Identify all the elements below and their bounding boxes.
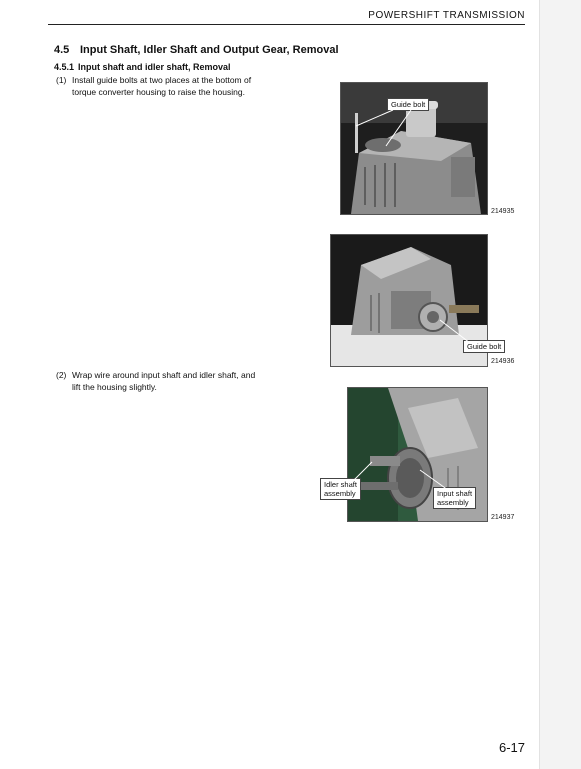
subsection-title: Input shaft and idler shaft, Removal (78, 62, 231, 72)
subsection-heading (54, 62, 231, 72)
page-number: 6-17 (498, 740, 525, 755)
step-text-line: torque converter housing to raise the housing. (72, 87, 245, 97)
callout-idler-shaft (320, 478, 361, 500)
step-text-line: Wrap wire around input shaft and idler shaft, and (72, 370, 256, 380)
figure-number: 214935 (491, 208, 515, 215)
running-header: POWERSHIFT TRANSMISSION (368, 10, 525, 21)
callout-guide-bolt: Guide bolt (387, 98, 429, 111)
header-rule (48, 24, 525, 25)
callout-guide-bolt: Guide bolt (463, 340, 505, 353)
section-heading (54, 44, 339, 56)
figure-number: 214936 (491, 358, 515, 365)
section-number: 4.5 (54, 44, 70, 56)
callout-line: assembly (324, 489, 356, 498)
step-1 (56, 74, 296, 98)
step-text-line: lift the housing slightly. (72, 382, 157, 392)
page-edge-shadow (539, 0, 581, 769)
callout-line: Input shaft (437, 489, 473, 498)
step-number: (1) (56, 75, 67, 85)
callout-input-shaft (433, 487, 476, 509)
subsection-number: 4.5.1 (54, 62, 75, 72)
step-text-line: Install guide bolts at two places at the bottom of (72, 75, 252, 85)
figure-number: 214937 (491, 514, 515, 521)
section-title: Input Shaft, Idler Shaft and Output Gear, Removal (80, 44, 339, 56)
step-number: (2) (56, 370, 67, 380)
callout-line: assembly (437, 498, 469, 507)
callout-line: Idler shaft (324, 480, 357, 489)
step-2 (56, 369, 296, 393)
